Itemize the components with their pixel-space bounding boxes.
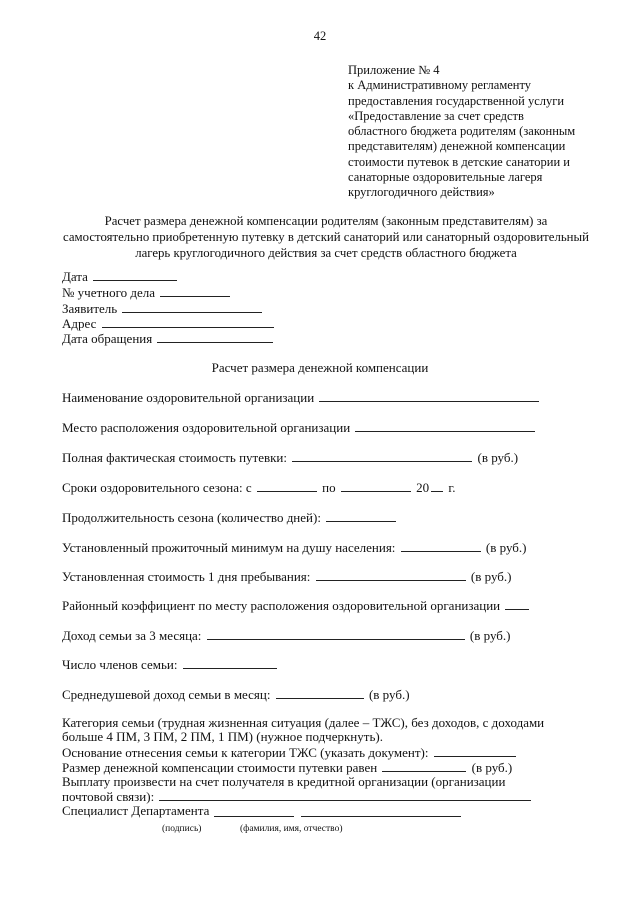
title-line: самостоятельно приобретенную путевку в детский санаторий или санаторный оздоровительный: [63, 230, 589, 244]
signature-line: [214, 816, 294, 817]
appendix-line: предоставления государственной услуги: [348, 93, 565, 108]
appendix-line: Приложение № 4: [348, 63, 440, 77]
fullname-caption: (фамилия, имя, отчество): [240, 824, 343, 834]
payout-line: Выплату произвести на счет получателя в кредитной организации (организации: [62, 774, 506, 789]
appendix-line: санаторные оздоровительные лагеря: [348, 170, 543, 185]
appendix-line: «Предоставление за счет средств: [348, 108, 524, 123]
applicant-field: Заявитель: [62, 300, 264, 316]
basis-field: Основание отнесения семьи к категории ТЖС (указать документ):: [62, 744, 518, 760]
case-number-field: № учетного дела: [62, 284, 232, 300]
subsistence-field: Установленный прожиточный минимум на душу населения: (в руб.): [62, 540, 527, 555]
compensation-field: Размер денежной компенсации стоимости путевки равен (в руб.): [62, 760, 513, 775]
address-field: Адрес: [62, 315, 276, 331]
appendix-block: [348, 63, 575, 201]
payout-line: почтовой связи):: [62, 788, 533, 804]
duration-field: Продолжительность сезона (количество дней):: [62, 509, 398, 525]
category-line: Категория семьи (трудная жизненная ситуация (далее – ТЖС), без доходов, с доходами: [62, 715, 545, 730]
org-location-field: Место расположения оздоровительной организации: [62, 419, 537, 435]
avg-income-field: Среднедушевой доход семьи в месяц: (в руб.): [62, 687, 410, 702]
appendix-line: областного бюджета родителям (законным: [348, 124, 576, 139]
specialist-label: Специалист Департамента: [62, 803, 210, 818]
appendix-line: стоимости путевок в детские санатории и: [348, 154, 570, 169]
appendix-line: представителям) денежной компенсации: [348, 139, 566, 154]
title-line: Расчет размера денежной компенсации родителям (законным представителям) за: [104, 214, 548, 228]
title-line: лагерь круглогодичного действия за счет средств областного бюджета: [135, 246, 517, 260]
org-name-field: Наименование оздоровительной организации: [62, 389, 541, 405]
family-members-field: Число членов семьи:: [62, 656, 279, 672]
fullname-line: [301, 816, 461, 817]
page-number: 42: [313, 29, 327, 43]
full-cost-field: Полная фактическая стоимость путевки: (в руб.): [62, 450, 519, 465]
date-field: Дата: [62, 268, 179, 284]
season-terms-field: Сроки оздоровительного сезона: с по 20 г.: [62, 480, 456, 495]
appendix-line: круглогодичного действия»: [348, 185, 495, 200]
appendix-line: к Административному регламенту: [348, 78, 532, 93]
category-line: больше 4 ПМ, 3 ПМ, 2 ПМ, 1 ПМ) (нужное подчеркнуть).: [62, 729, 383, 744]
regional-coef-field: Районный коэффициент по месту расположения оздоровительной организации: [62, 597, 531, 613]
request-date-field: Дата обращения: [62, 330, 275, 346]
signature-caption: (подпись): [162, 824, 202, 834]
document-title: [60, 213, 592, 261]
day-cost-field: Установленная стоимость 1 дня пребывания: (в руб.): [62, 569, 512, 584]
family-income-field: Доход семьи за 3 месяца: (в руб.): [62, 628, 511, 643]
section-subtitle: Расчет размера денежной компенсации: [211, 360, 429, 375]
